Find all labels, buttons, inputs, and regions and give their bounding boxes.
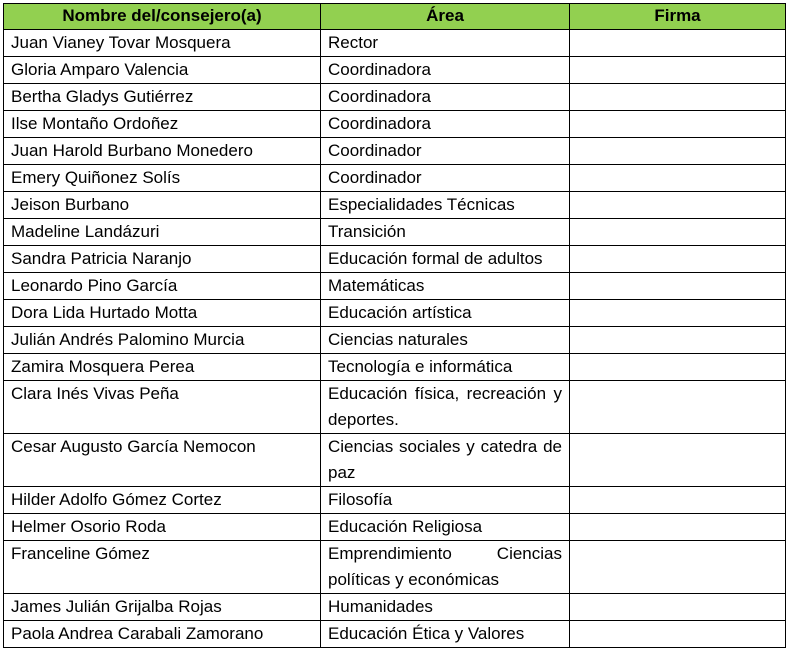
cell-signature <box>570 30 786 57</box>
cell-signature <box>570 327 786 354</box>
cell-name: Bertha Gladys Gutiérrez <box>4 84 321 111</box>
cell-signature <box>570 541 786 594</box>
cell-name: Julián Andrés Palomino Murcia <box>4 327 321 354</box>
table-row <box>4 594 786 621</box>
cell-area: Educación formal de adultos <box>321 246 570 273</box>
cell-name: Cesar Augusto García Nemocon <box>4 434 321 487</box>
cell-area: Filosofía <box>321 487 570 514</box>
table-header <box>4 4 786 30</box>
cell-name: Sandra Patricia Naranjo <box>4 246 321 273</box>
cell-area: Educación Ética y Valores <box>321 621 570 648</box>
table-row <box>4 354 786 381</box>
cell-area: Transición <box>321 219 570 246</box>
table-row <box>4 434 786 487</box>
cell-area: Emprendimiento Ciencias políticas y económicas <box>321 541 570 594</box>
table-row <box>4 621 786 648</box>
header-signature: Firma <box>570 4 786 30</box>
cell-signature <box>570 514 786 541</box>
cell-signature <box>570 192 786 219</box>
cell-area: Coordinador <box>321 165 570 192</box>
table-row <box>4 381 786 434</box>
cell-name: James Julián Grijalba Rojas <box>4 594 321 621</box>
cell-name: Juan Vianey Tovar Mosquera <box>4 30 321 57</box>
cell-signature <box>570 219 786 246</box>
cell-area: Coordinadora <box>321 57 570 84</box>
cell-signature <box>570 138 786 165</box>
table-row <box>4 273 786 300</box>
table-row <box>4 327 786 354</box>
table-row <box>4 300 786 327</box>
cell-name: Madeline Landázuri <box>4 219 321 246</box>
table-row <box>4 138 786 165</box>
cell-signature <box>570 165 786 192</box>
cell-area: Coordinadora <box>321 84 570 111</box>
cell-name: Juan Harold Burbano Monedero <box>4 138 321 165</box>
table-row <box>4 514 786 541</box>
cell-signature <box>570 487 786 514</box>
council-members-table <box>3 3 786 648</box>
header-name: Nombre del/consejero(a) <box>4 4 321 30</box>
cell-name: Gloria Amparo Valencia <box>4 57 321 84</box>
cell-area: Rector <box>321 30 570 57</box>
cell-area: Ciencias sociales y catedra de paz <box>321 434 570 487</box>
cell-name: Emery Quiñonez Solís <box>4 165 321 192</box>
cell-signature <box>570 594 786 621</box>
cell-area: Educación física, recreación y deportes. <box>321 381 570 434</box>
table-body <box>4 30 786 648</box>
cell-area: Coordinadora <box>321 111 570 138</box>
table-row <box>4 192 786 219</box>
cell-signature <box>570 434 786 487</box>
cell-signature <box>570 84 786 111</box>
table-row <box>4 30 786 57</box>
cell-signature <box>570 354 786 381</box>
header-area: Área <box>321 4 570 30</box>
cell-signature <box>570 381 786 434</box>
table-row <box>4 165 786 192</box>
cell-area: Tecnología e informática <box>321 354 570 381</box>
cell-area: Educación Religiosa <box>321 514 570 541</box>
table-row <box>4 487 786 514</box>
table-row <box>4 219 786 246</box>
cell-name: Paola Andrea Carabali Zamorano <box>4 621 321 648</box>
cell-name: Ilse Montaño Ordoñez <box>4 111 321 138</box>
table-row <box>4 111 786 138</box>
table-row <box>4 84 786 111</box>
cell-signature <box>570 273 786 300</box>
table-row <box>4 57 786 84</box>
cell-name: Franceline Gómez <box>4 541 321 594</box>
table-row <box>4 541 786 594</box>
cell-signature <box>570 246 786 273</box>
cell-area: Coordinador <box>321 138 570 165</box>
cell-name: Dora Lida Hurtado Motta <box>4 300 321 327</box>
table-row <box>4 246 786 273</box>
cell-signature <box>570 300 786 327</box>
cell-name: Leonardo Pino García <box>4 273 321 300</box>
cell-signature <box>570 111 786 138</box>
cell-area: Matemáticas <box>321 273 570 300</box>
cell-area: Especialidades Técnicas <box>321 192 570 219</box>
cell-name: Jeison Burbano <box>4 192 321 219</box>
cell-name: Hilder Adolfo Gómez Cortez <box>4 487 321 514</box>
cell-area: Ciencias naturales <box>321 327 570 354</box>
cell-name: Clara Inés Vivas Peña <box>4 381 321 434</box>
cell-signature <box>570 621 786 648</box>
cell-area: Educación artística <box>321 300 570 327</box>
cell-signature <box>570 57 786 84</box>
cell-name: Helmer Osorio Roda <box>4 514 321 541</box>
cell-area: Humanidades <box>321 594 570 621</box>
cell-name: Zamira Mosquera Perea <box>4 354 321 381</box>
header-row <box>4 4 786 30</box>
